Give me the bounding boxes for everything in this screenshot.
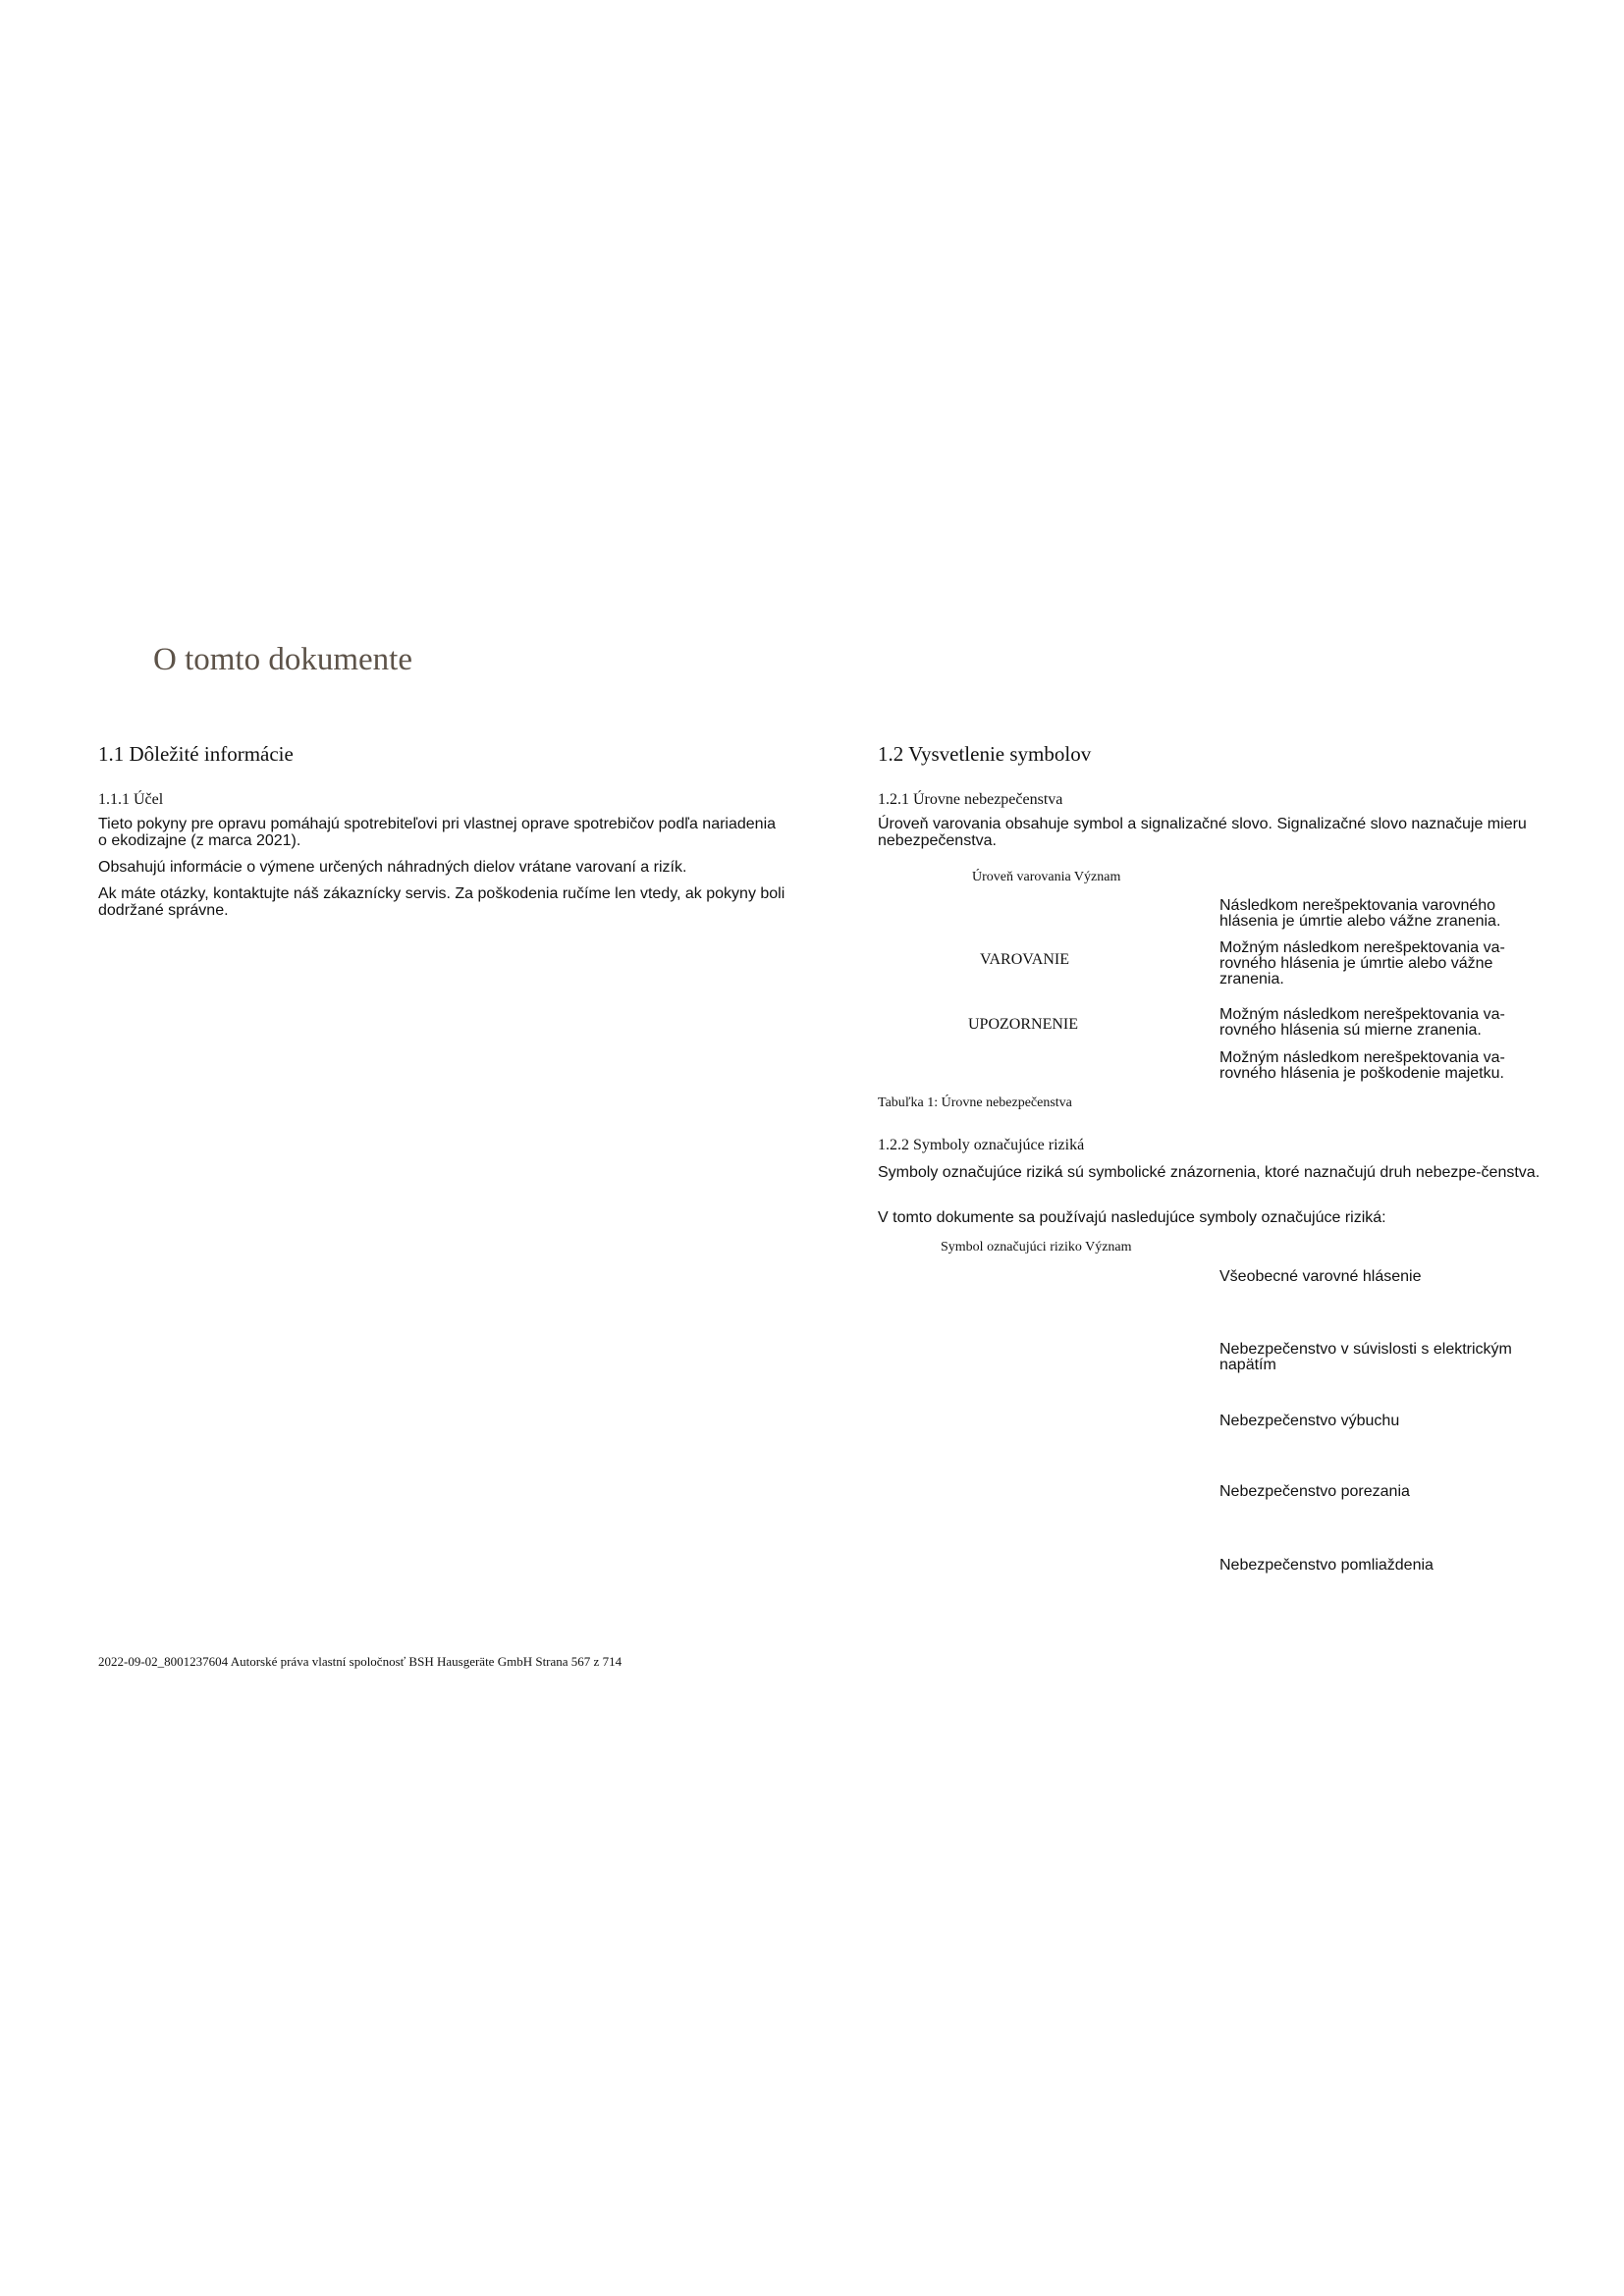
- hazard-row-meaning: Nebezpečenstvo v súvislosti s elektrickým napätím: [1219, 1341, 1512, 1373]
- paragraph-danger-levels-intro: Úroveň varovania obsahuje symbol a signalizačné slovo. Signalizačné slovo naznačuje mieru nebezpečenstva.: [878, 816, 1527, 849]
- hazard-row-meaning: Nebezpečenstvo pomliaždenia: [1219, 1557, 1434, 1574]
- hazard-row-meaning: Všeobecné varovné hlásenie: [1219, 1268, 1422, 1285]
- paragraph-hazard-symbols-intro: Symboly označujúce riziká sú symbolické znázornenia, ktoré naznačujú druh nebezpe-čenstva.: [878, 1164, 1541, 1181]
- danger-table-header: Úroveň varovania Význam: [972, 870, 1121, 884]
- subsection-heading-danger-levels: 1.2.1 Úrovne nebezpečenstva: [878, 791, 1063, 808]
- hazard-row-meaning: Nebezpečenstvo výbuchu: [1219, 1413, 1400, 1429]
- section-heading-symbols: 1.2 Vysvetlenie symbolov: [878, 742, 1092, 766]
- paragraph-purpose-2: Obsahujú informácie o výmene určených náhradných dielov vrátane varovaní a rizík.: [98, 859, 687, 876]
- danger-table-caption: Tabuľka 1: Úrovne nebezpečenstva: [878, 1095, 1072, 1110]
- paragraph-hazard-symbols-list-intro: V tomto dokumente sa používajú nasledujúce symboly označujúce riziká:: [878, 1209, 1386, 1226]
- danger-row-meaning: Následkom nerešpektovania varovného hlásenia je úmrtie alebo vážne zranenia.: [1219, 897, 1501, 930]
- page-title: O tomto dokumente: [153, 642, 412, 677]
- paragraph-purpose-3: Ak máte otázky, kontaktujte náš zákaznícky servis. Za poškodenia ručíme len vtedy, ak pokyny boli dodržané správne.: [98, 885, 785, 919]
- danger-row-meaning: Možným následkom nerešpektovania va-rovného hlásenia je poškodenie majetku.: [1219, 1049, 1505, 1082]
- hazard-table-header: Symbol označujúci riziko Význam: [941, 1240, 1132, 1255]
- danger-row-meaning: Možným následkom nerešpektovania va-rovného hlásenia sú mierne zranenia.: [1219, 1006, 1505, 1039]
- danger-level-upozornenie: UPOZORNENIE: [968, 1016, 1078, 1033]
- hazard-row-meaning: Nebezpečenstvo porezania: [1219, 1483, 1410, 1500]
- paragraph-purpose-1: Tieto pokyny pre opravu pomáhajú spotrebiteľovi pri vlastnej oprave spotrebičov podľa nariadenia o ekodizajne (z marca 2021).: [98, 816, 777, 849]
- section-heading-important-info: 1.1 Dôležité informácie: [98, 742, 294, 766]
- subsection-heading-purpose: 1.1.1 Účel: [98, 791, 164, 808]
- danger-row-meaning: Možným následkom nerešpektovania va-rovného hlásenia je úmrtie alebo vážne zranenia.: [1219, 939, 1505, 988]
- danger-level-varovanie: VAROVANIE: [980, 951, 1069, 968]
- page-footer: 2022-09-02_8001237604 Autorské práva vlastní spoločnosť BSH Hausgeräte GmbH Strana 567 z 714: [98, 1654, 623, 1669]
- subsection-heading-hazard-symbols: 1.2.2 Symboly označujúce riziká: [878, 1137, 1085, 1153]
